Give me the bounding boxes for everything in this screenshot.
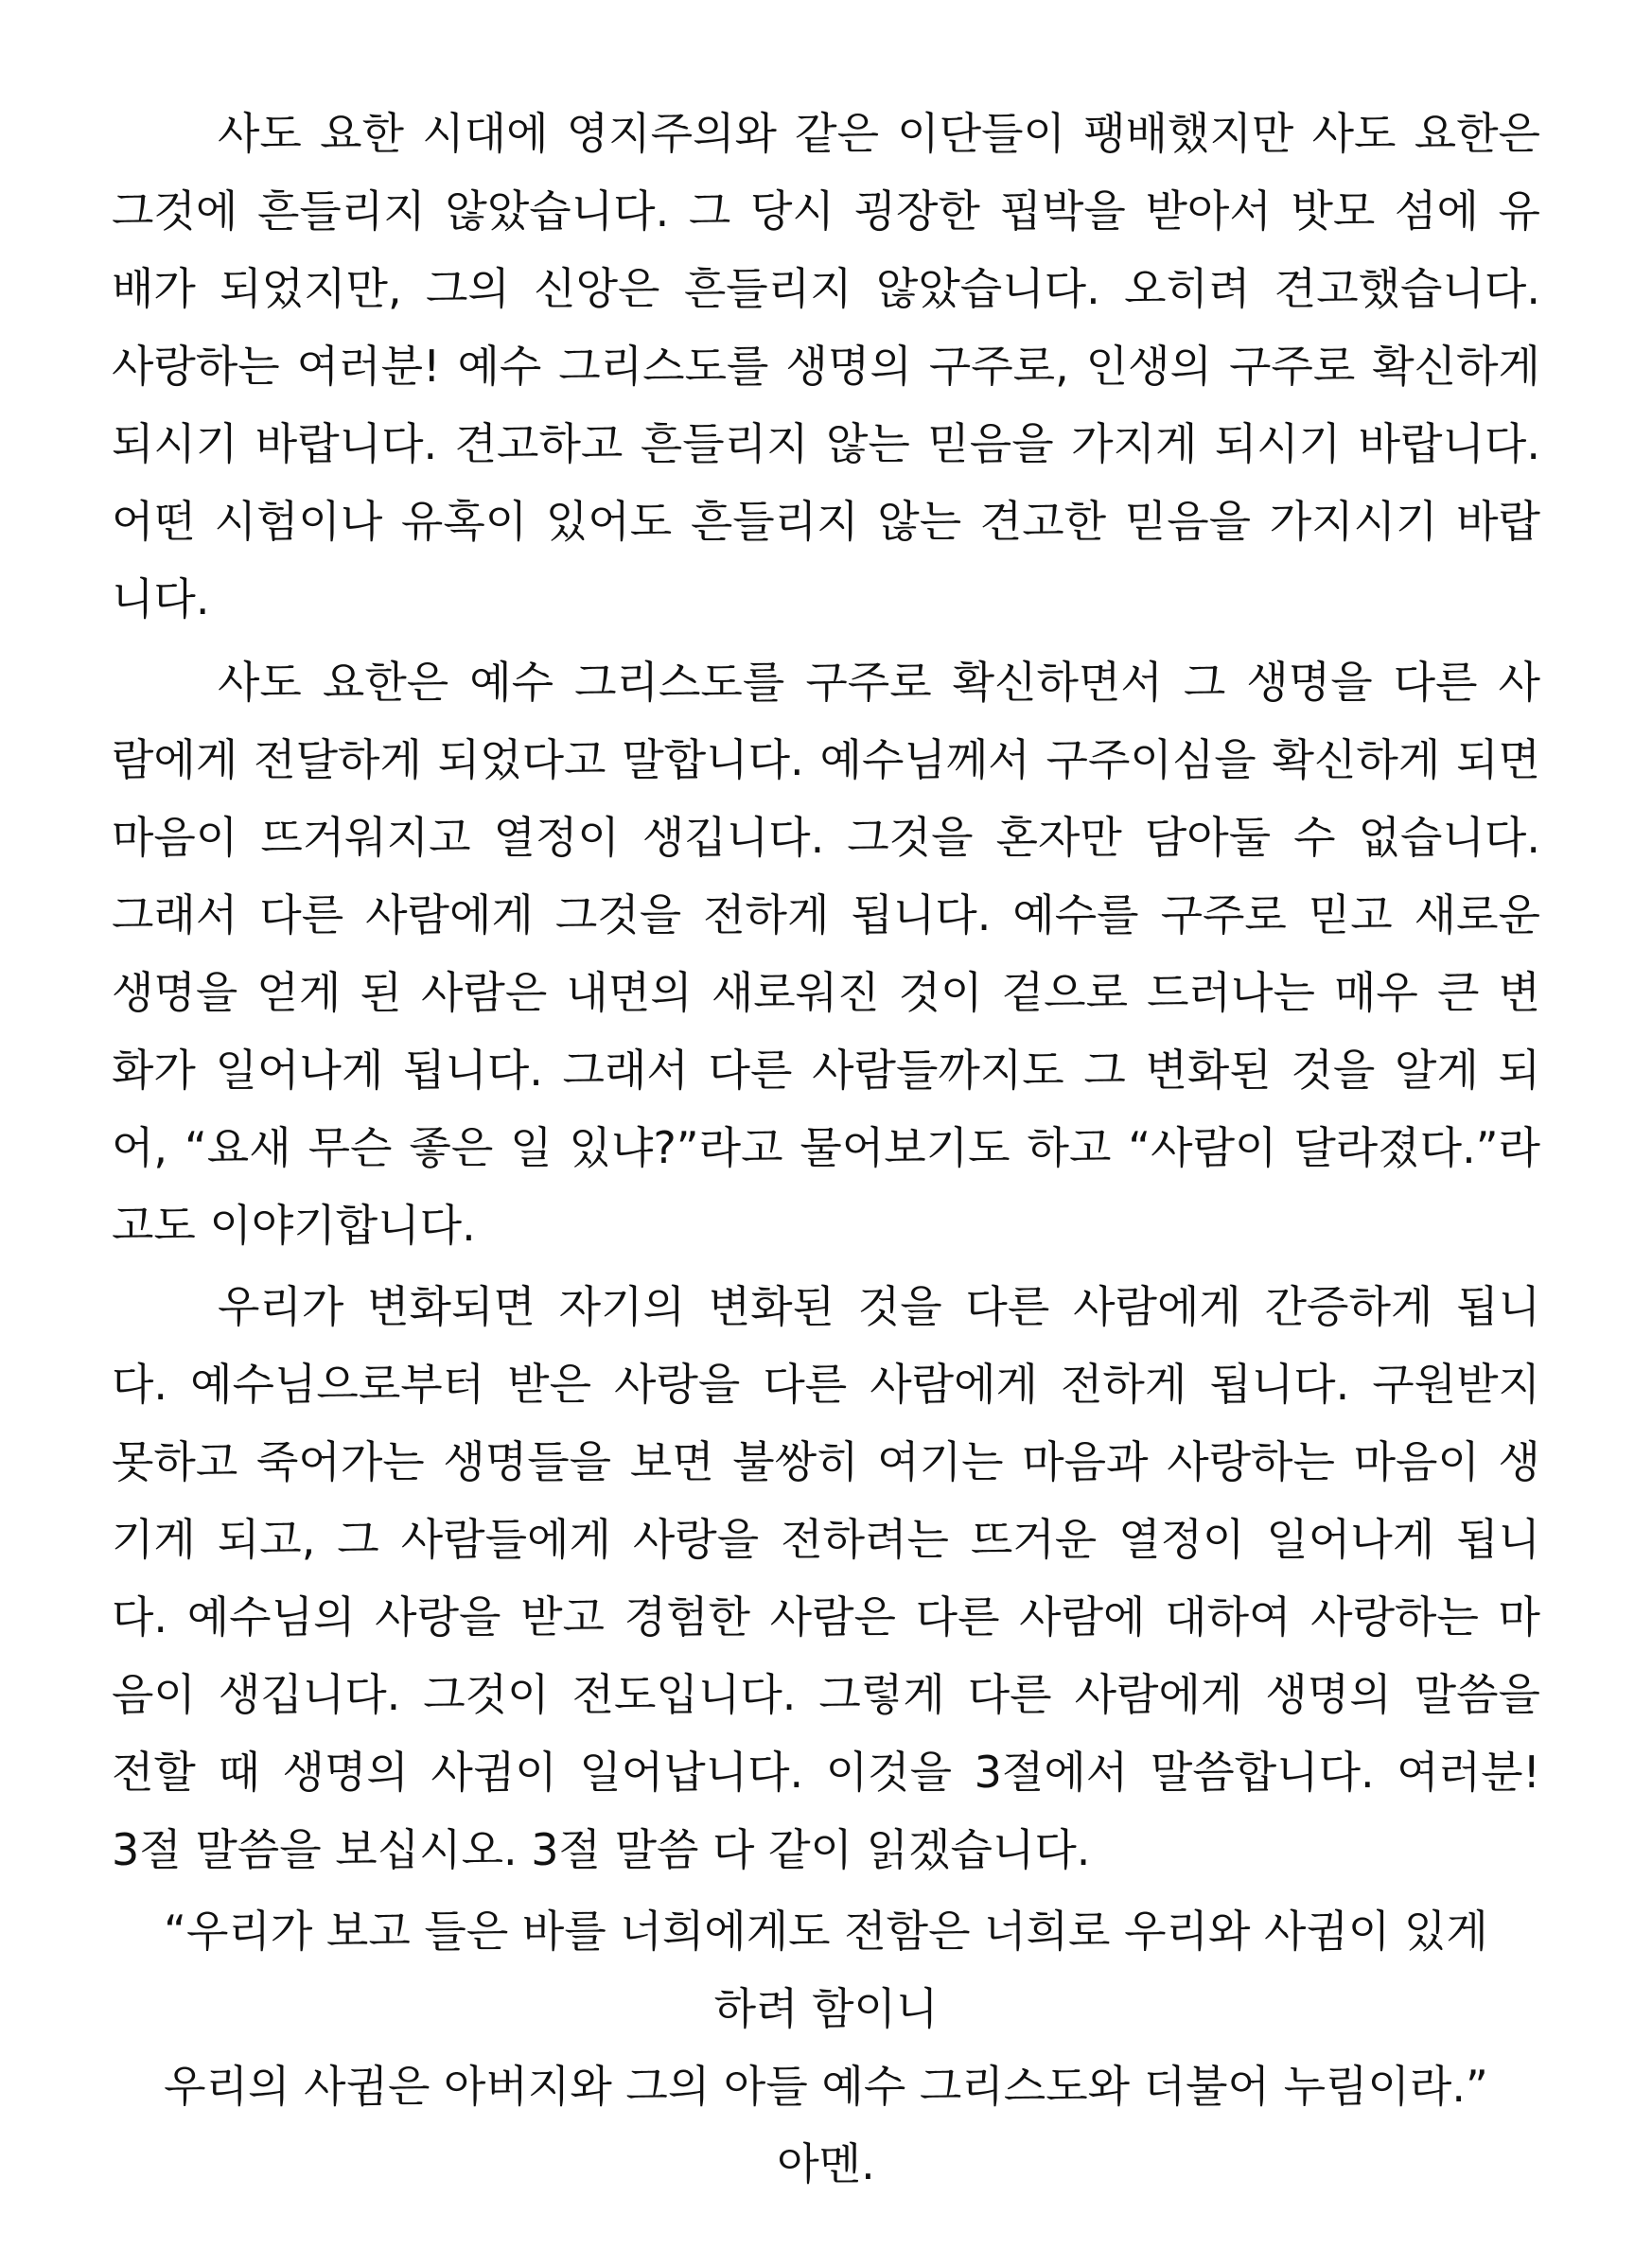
scripture-quote (112, 1892, 1540, 2203)
paragraph-line: 람에게 전달하게 되었다고 말합니다. 예수님께서 구주이심을 확신하게 되면 (112, 734, 1540, 785)
paragraph-line: 배가 되었지만, 그의 신앙은 흔들리지 않았습니다. 오히려 견고했습니다. (112, 263, 1540, 314)
paragraph-line: 사랑하는 여러분! 예수 그리스도를 생명의 구주로, 인생의 구주로 확신하게 (112, 341, 1540, 392)
paragraph-line: 기게 되고, 그 사람들에게 사랑을 전하려는 뜨거운 열정이 일어나게 됩니 (112, 1514, 1540, 1565)
paragraph-line: 어떤 시험이나 유혹이 있어도 흔들리지 않는 견고한 믿음을 가지시기 바랍 (112, 496, 1540, 547)
quote-line: 우리의 사귐은 아버지와 그의 아들 예수 그리스도와 더불어 누림이라.” (164, 2061, 1488, 2112)
paragraph-line: 되시기 바랍니다. 견고하고 흔들리지 않는 믿음을 가지게 되시기 바랍니다. (112, 418, 1540, 469)
paragraph-line: 그것에 흔들리지 않았습니다. 그 당시 굉장한 핍박을 받아서 밧모 섬에 유 (112, 185, 1540, 237)
paragraph-line: 음이 생깁니다. 그것이 전도입니다. 그렇게 다른 사람에게 생명의 말씀을 (112, 1669, 1540, 1720)
paragraph-1 (112, 95, 1540, 638)
paragraph-line: 3절 말씀을 보십시오. 3절 말씀 다 같이 읽겠습니다. (112, 1824, 1091, 1875)
paragraph-line: 우리가 변화되면 자기의 변화된 것을 다른 사람에게 간증하게 됩니 (218, 1281, 1540, 1332)
paragraph-line: 못하고 죽어가는 생명들을 보면 불쌍히 여기는 마음과 사랑하는 마음이 생 (112, 1436, 1540, 1487)
paragraph-2 (112, 643, 1540, 1264)
paragraph-line: 사도 요한 시대에 영지주의와 같은 이단들이 팽배했지만 사도 요한은 (218, 108, 1540, 159)
paragraph-line: 고도 이야기합니다. (112, 1200, 476, 1251)
paragraph-line: 전할 때 생명의 사귐이 일어납니다. 이것을 3절에서 말씀합니다. 여러분! (112, 1747, 1540, 1798)
quote-line: “우리가 보고 들은 바를 너희에게도 전함은 너희로 우리와 사귐이 있게 (164, 1906, 1488, 1957)
paragraph-line: 사도 요한은 예수 그리스도를 구주로 확신하면서 그 생명을 다른 사 (218, 657, 1540, 708)
paragraph-line: 그래서 다른 사람에게 그것을 전하게 됩니다. 예수를 구주로 믿고 새로운 (112, 889, 1540, 940)
paragraph-line: 다. 예수님의 사랑을 받고 경험한 사람은 다른 사람에 대하여 사랑하는 마 (112, 1591, 1540, 1643)
paragraph-line: 마음이 뜨거워지고 열정이 생깁니다. 그것을 혼자만 담아둘 수 없습니다. (112, 812, 1540, 863)
quote-line: 하려 함이니 (713, 1983, 939, 2034)
paragraph-line: 화가 일어나게 됩니다. 그래서 다른 사람들까지도 그 변화된 것을 알게 되 (112, 1045, 1540, 1096)
paragraph-line: 니다. (112, 573, 210, 624)
paragraph-line: 다. 예수님으로부터 받은 사랑을 다른 사람에게 전하게 됩니다. 구원받지 (112, 1359, 1540, 1410)
amen-line: 아멘. (777, 2138, 875, 2189)
paragraph-line: 어, “요새 무슨 좋은 일 있냐?”라고 물어보기도 하고 “사람이 달라졌다.”라 (112, 1122, 1540, 1173)
paragraph-3 (112, 1268, 1540, 1889)
paragraph-line: 생명을 얻게 된 사람은 내면의 새로워진 것이 겉으로 드러나는 매우 큰 변 (112, 967, 1540, 1018)
